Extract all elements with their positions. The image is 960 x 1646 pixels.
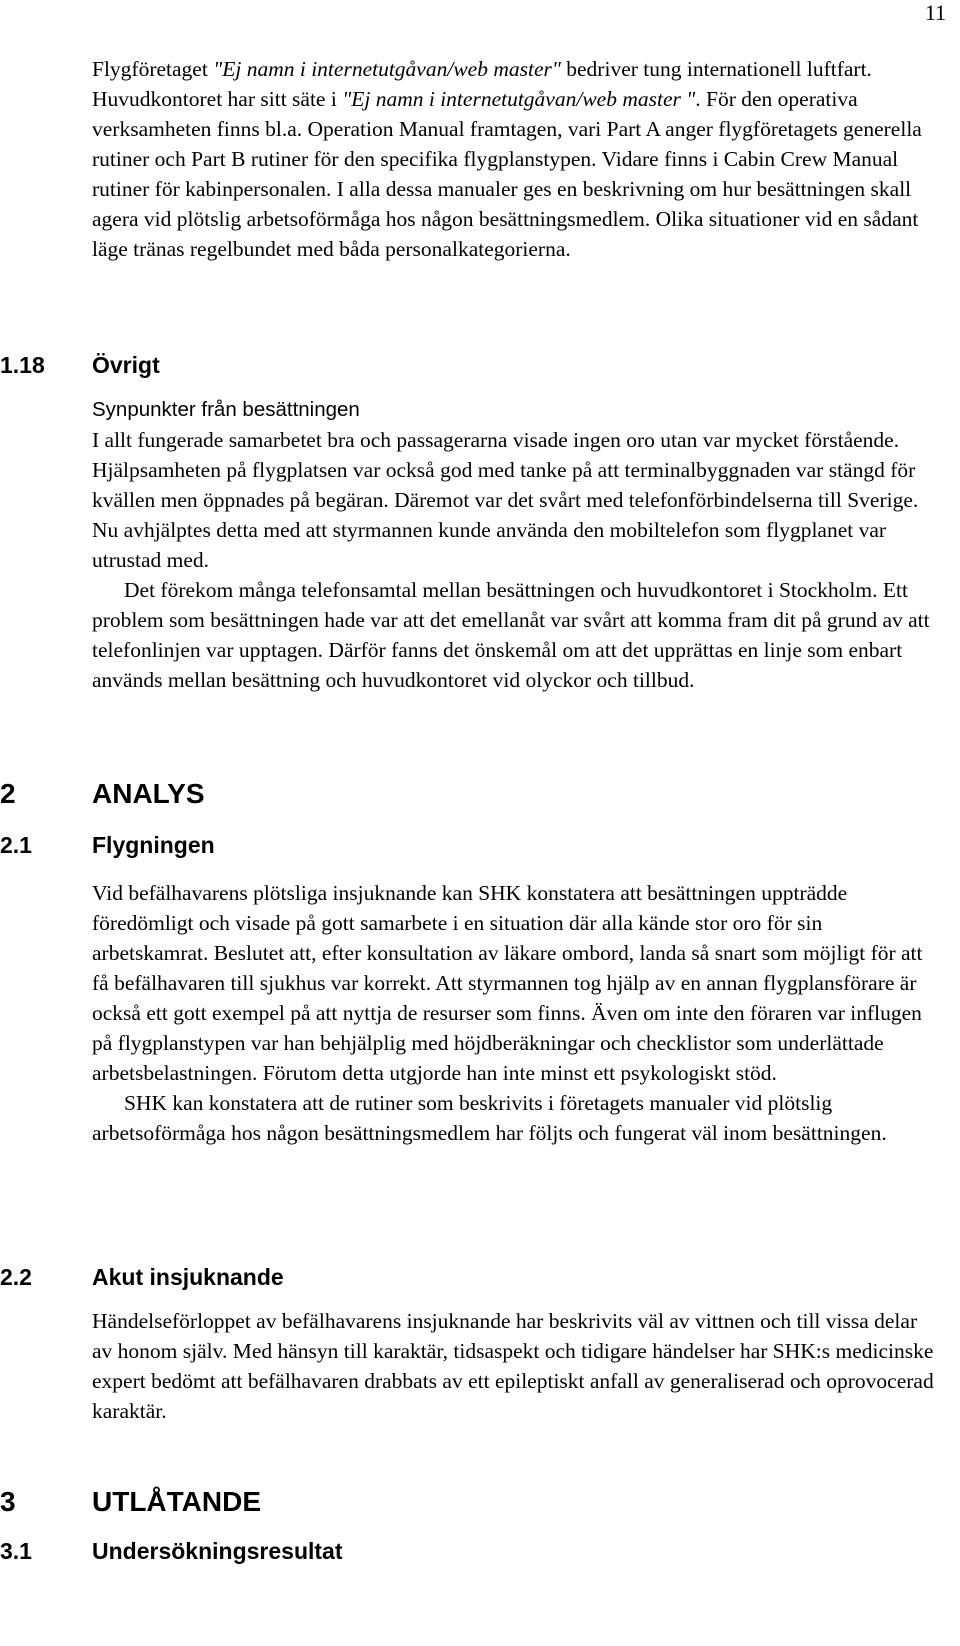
- section-2-1-heading: [0, 832, 900, 862]
- paragraph: Händelseförloppet av befälhavarens insjuknande har beskrivits väl av vittnen och till vissa delar av honom själv. Med hänsyn till karaktär, tidsaspekt och tidigare händelser har SHK:s medicinske expert bedömt att befälhavaren drabbats av ett epileptiskt anfall av generaliserad och oprovocerad karaktär.: [92, 1309, 934, 1423]
- section-title: Undersökningsresultat: [92, 1538, 343, 1564]
- intro-text: [92, 54, 942, 264]
- section-1-18-heading: [0, 352, 900, 382]
- section-number: 2.2: [0, 1264, 32, 1290]
- section-title: Flygningen: [92, 832, 215, 858]
- section-number: 3.1: [0, 1538, 32, 1564]
- intro-text-a: Flygföretaget: [92, 57, 214, 81]
- section-title: ANALYS: [92, 778, 205, 809]
- section-title: UTLÅTANDE: [92, 1486, 262, 1517]
- section-3-1-heading: [0, 1538, 900, 1568]
- intro-text-b: bedriver tung internationell luftfart. Huvudkontoret har sitt säte i: [92, 57, 872, 111]
- section-title: Akut insjuknande: [92, 1264, 284, 1290]
- section-1-18-body: [92, 425, 942, 695]
- paragraph: I allt fungerade samarbetet bra och passagerarna visade ingen oro utan var mycket förstående. Hjälpsamheten på flygplatsen var också god med tanke på att terminalbyggnaden var stängd för kvällen men öppnades på begäran. Däremot var det svårt med telefonförbindelserna till Sverige. Nu avhjälptes detta med att styrmannen kunde använda den mobiltelefon som flygplanet var utrustad med.: [92, 428, 919, 572]
- company-placeholder: "Ej namn i internetutgåvan/web master": [213, 57, 561, 81]
- section-3-heading: [0, 1486, 900, 1522]
- section-2-heading: [0, 778, 900, 814]
- location-placeholder: "Ej namn i internetutgåvan/web master ": [342, 87, 696, 111]
- page-number: 11: [924, 0, 946, 25]
- section-2-2-heading: [0, 1264, 900, 1294]
- intro-paragraph: [92, 54, 942, 264]
- section-number: 2: [0, 778, 16, 809]
- section-number: 2.1: [0, 832, 32, 858]
- section-title: Övrigt: [92, 352, 160, 378]
- paragraph: SHK kan konstatera att de rutiner som beskrivits i företagets manualer vid plötslig arbetsoförmåga hos någon besättningsmedlem har följts och fungerat väl inom besättningen.: [92, 1091, 887, 1145]
- section-number: 3: [0, 1486, 16, 1517]
- intro-text-c: . För den operativa verksamheten finns bl.a. Operation Manual framtagen, vari Part A anger flygföretagets generella rutiner och Part B rutiner för den specifika flygplanstypen. Vidare finns i Cabin Crew Manual rutiner för kabinpersonalen. I alla dessa manualer ges en beskrivning om hur besättningen skall agera vid plötslig arbetsoförmåga hos någon besättningsmedlem. Olika situationer vid en sådant läge tränas regelbundet med båda personalkategorierna.: [92, 87, 922, 261]
- crew-feedback-subheading: Synpunkter från besättningen: [92, 398, 360, 421]
- paragraph: Det förekom många telefonsamtal mellan besättningen och huvudkontoret i Stockholm. Ett problem som besättningen hade var att det emellanåt var svårt att komma fram dit på grund av att telefonlinjen var upptagen. Därför fanns det önskemål om att det upprättas en linje som enbart används mellan besättning och huvudkontoret vid olyckor och tillbud.: [92, 578, 930, 692]
- section-2-2-body: [92, 1306, 942, 1426]
- section-2-1-body: [92, 878, 942, 1148]
- paragraph: Vid befälhavarens plötsliga insjuknande kan SHK konstatera att besättningen uppträdde föredömligt och visade på gott samarbete i en situation där alla kände stor oro för sin arbetskamrat. Beslutet att, efter konsultation av läkare ombord, landa så snart som möjligt för att få befälhavaren till sjukhus var korrekt. Att styrmannen tog hjälp av en annan flygplansförare är också ett gott exempel på att nyttja de resurser som finns. Även om inte den föraren var influgen på flygplanstypen var han behjälplig med höjdberäkningar och checklistor som underlättade arbetsbelastningen. Förutom detta utgjorde han inte minst ett psykologiskt stöd.: [92, 881, 923, 1085]
- section-number: 1.18: [0, 352, 45, 378]
